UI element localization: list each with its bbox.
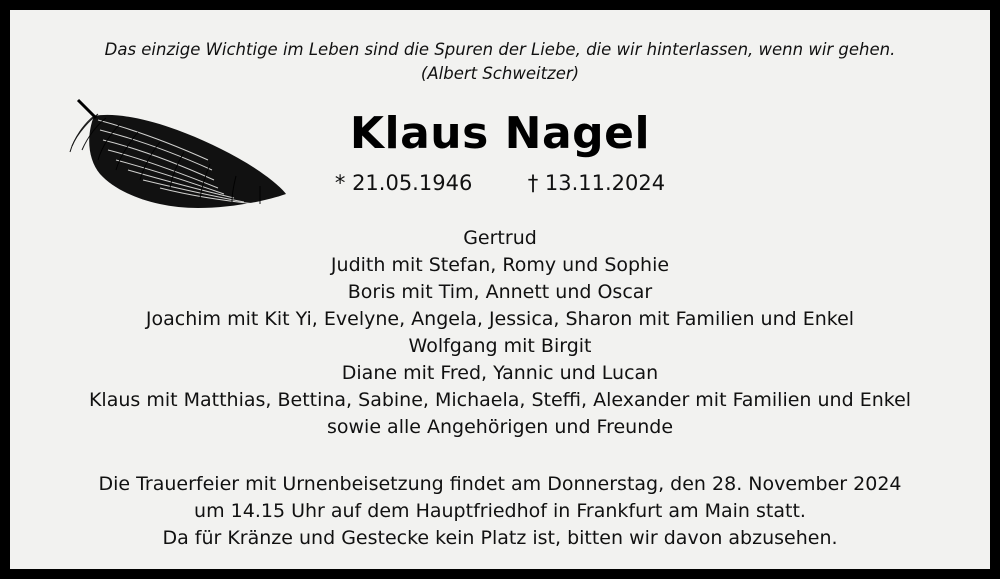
service-line: Die Trauerfeier mit Urnenbeisetzung findet am Donnerstag, den 28. November 2024	[98, 472, 902, 495]
service-details	[10, 471, 990, 552]
quote-text: Das einzige Wichtige im Leben sind die Spuren der Liebe, die wir hinterlassen, wenn wir gehen.	[104, 40, 896, 59]
list-item: Joachim mit Kit Yi, Evelyne, Angela, Jessica, Sharon mit Familien und Enkel	[145, 307, 855, 330]
birth-date: * 21.05.1946	[334, 170, 473, 195]
list-item: sowie alle Angehörigen und Freunde	[326, 415, 674, 438]
mourners-list	[10, 225, 990, 441]
list-item: Gertrud	[463, 226, 537, 249]
service-line: um 14.15 Uhr auf dem Hauptfriedhof in Frankfurt am Main statt.	[194, 499, 806, 522]
list-item: Judith mit Stefan, Romy und Sophie	[330, 253, 670, 276]
service-line: Da für Kränze und Gestecke kein Platz ist, bitten wir davon abzusehen.	[162, 526, 838, 549]
deceased-name: Klaus Nagel	[349, 107, 651, 159]
feather-icon	[48, 90, 298, 230]
list-item: Boris mit Tim, Annett und Oscar	[347, 280, 653, 303]
death-date: † 13.11.2024	[527, 170, 666, 195]
list-item: Klaus mit Matthias, Bettina, Sabine, Michaela, Steffi, Alexander mit Familien und Enkel	[88, 388, 912, 411]
quote-author: (Albert Schweitzer)	[420, 63, 580, 83]
obituary-notice	[10, 10, 990, 569]
list-item: Wolfgang mit Birgit	[408, 334, 592, 357]
list-item: Diane mit Fred, Yannic und Lucan	[341, 361, 659, 384]
